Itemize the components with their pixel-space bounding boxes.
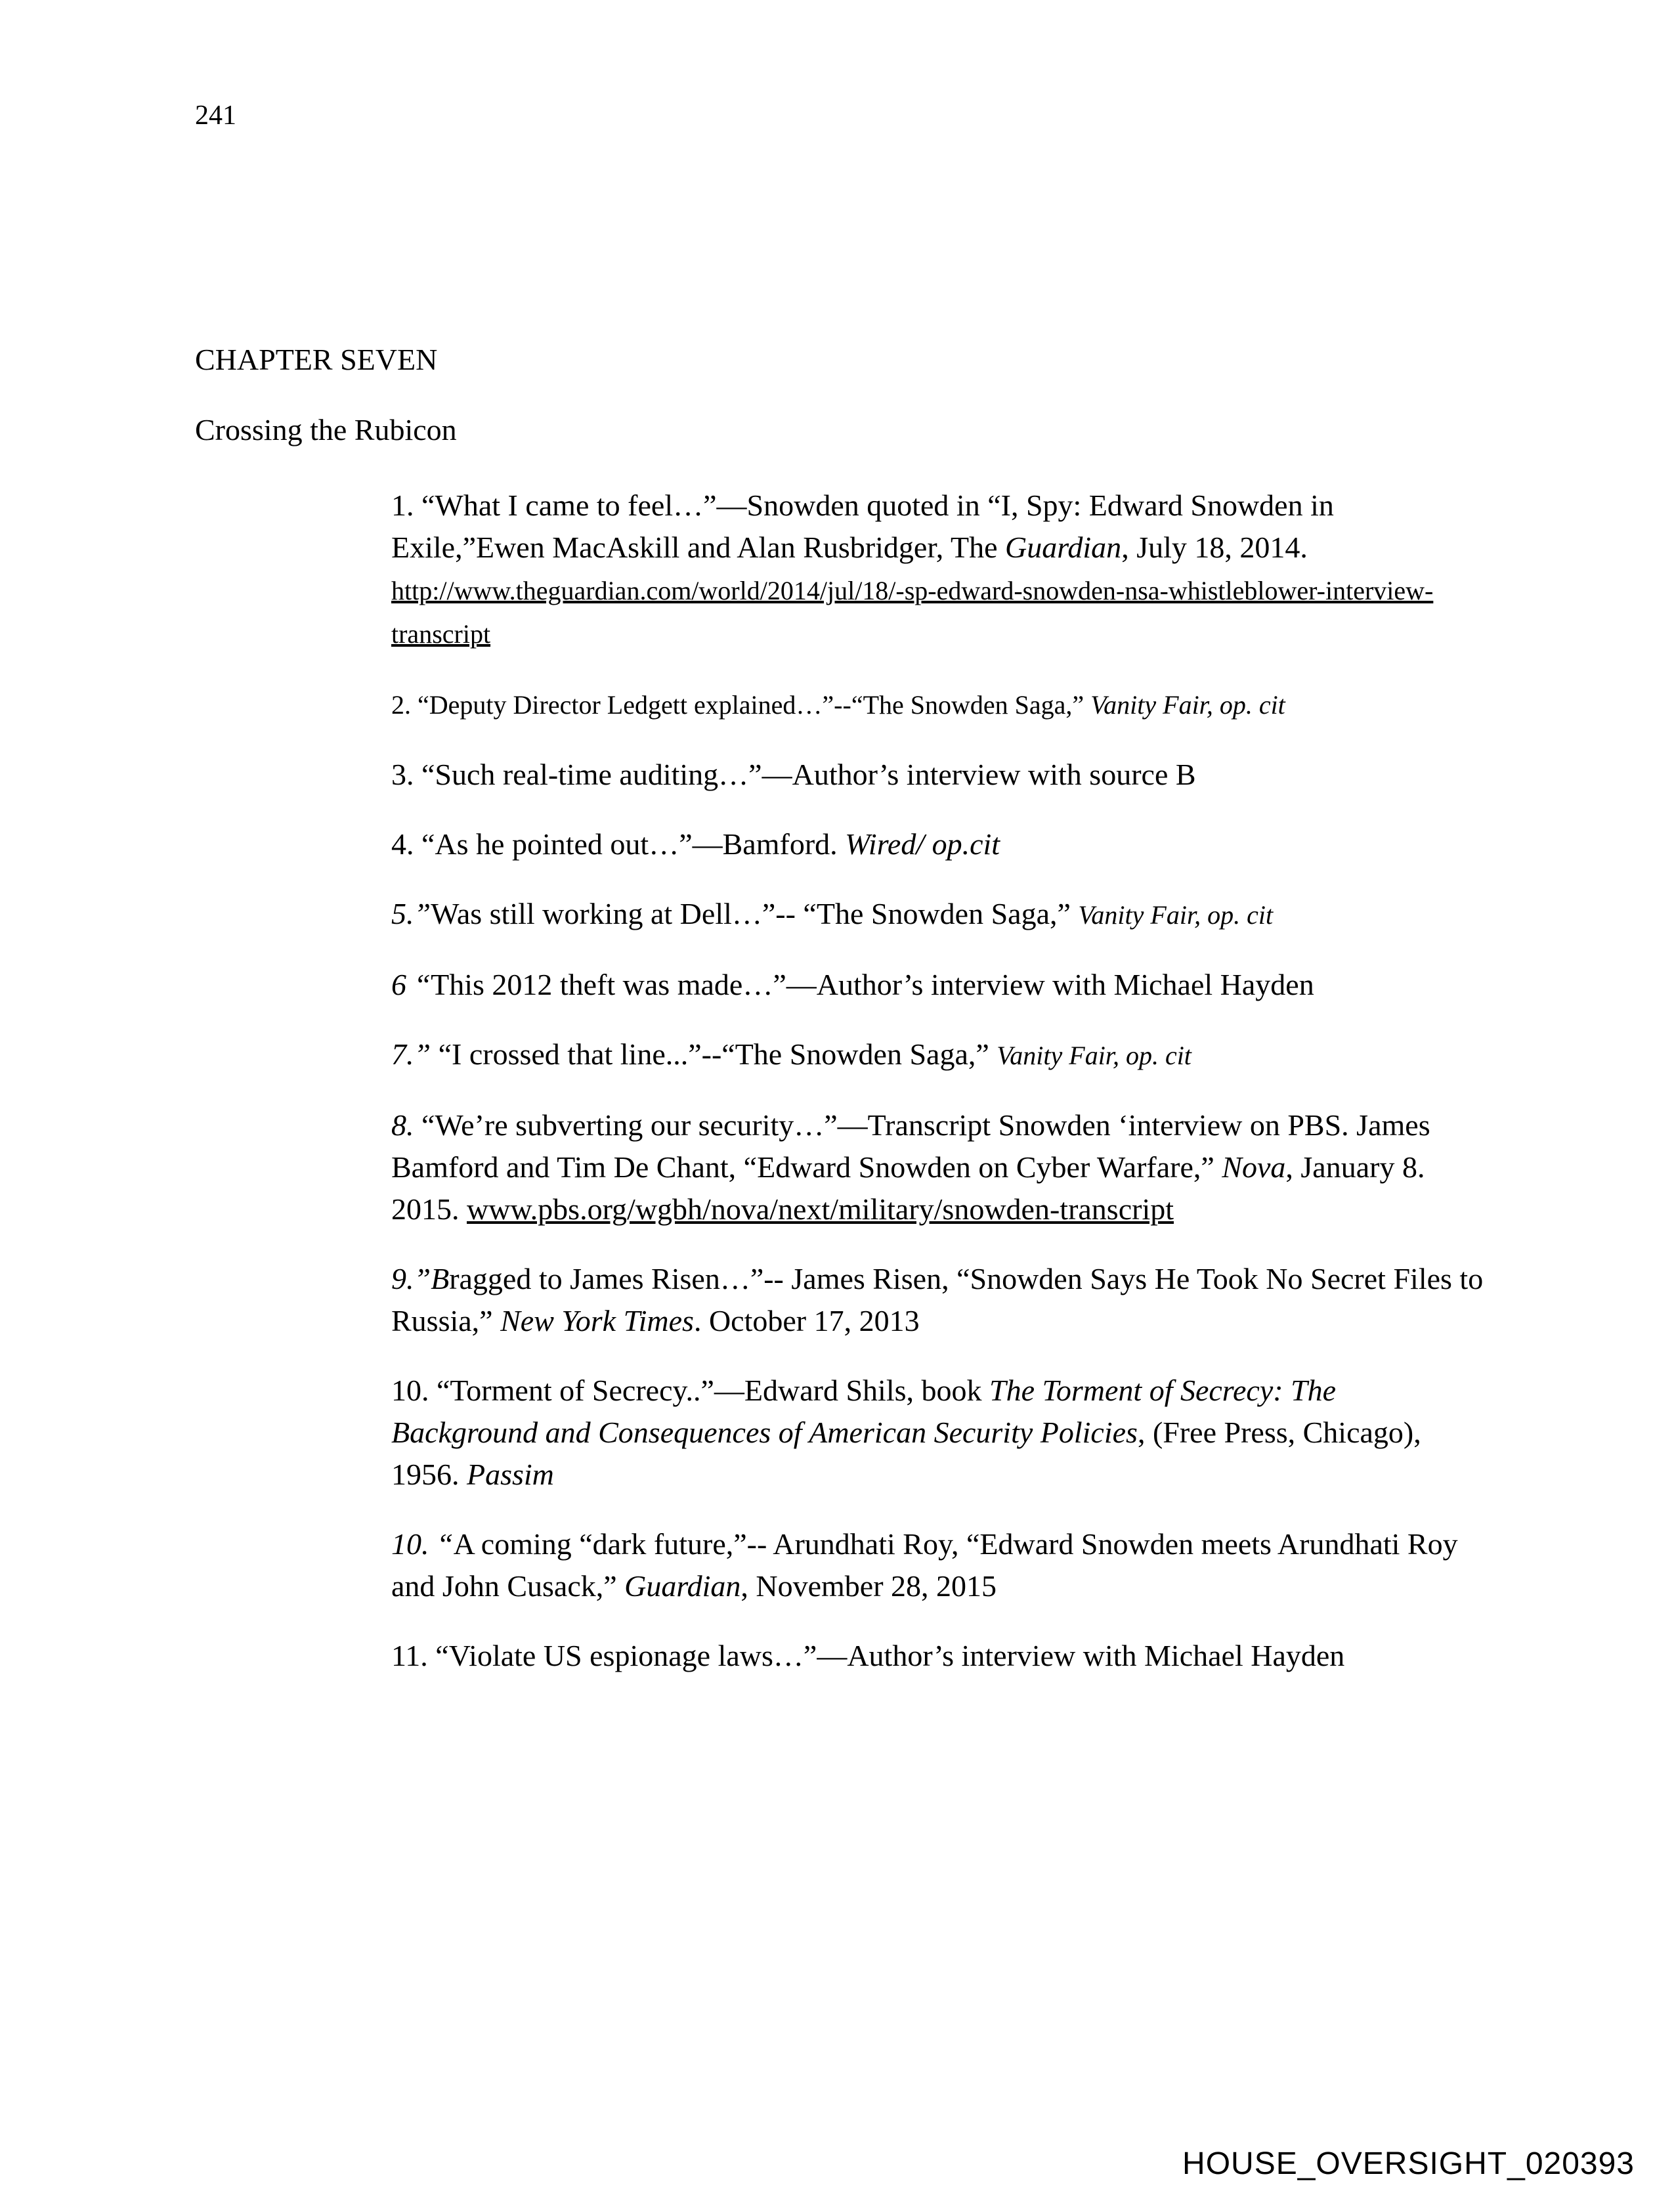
endnote-10-second-number: 10. “ — [391, 1527, 454, 1561]
endnote-10-second-date: , November 28, 2015 — [740, 1569, 997, 1603]
endnote-1-link[interactable]: http://www.theguardian.com/world/2014/jul/18/-sp-edward-snowden-nsa-whistleblower-interview-transcript — [391, 576, 1434, 649]
endnote-8-text: “We’re subverting our security…”—Transcript Snowden ‘interview on PBS. James Bamford and Tim De Chant, “Edward Snowden on Cyber Warfare,” — [391, 1108, 1430, 1184]
endnote-1-publication: Guardian — [1004, 531, 1122, 564]
endnote-10-book-title: The Torment of Secrecy: The Background and Consequences of American Security Policies — [391, 1374, 1337, 1449]
endnote-9-number: 9.”B — [391, 1262, 450, 1295]
endnote-2 — [391, 683, 1488, 726]
endnote-7 — [391, 1033, 1488, 1077]
endnote-1-text: 1. “What I came to feel…”—Snowden quoted in “I, Spy: Edward Snowden in Exile,”Ewen MacAskill and Alan Rusbridger, The — [391, 488, 1334, 564]
endnote-7-number: 7.” — [391, 1037, 431, 1071]
endnote-9-publication: New York Times — [500, 1304, 694, 1337]
endnote-1 — [391, 485, 1488, 655]
endnote-8-link[interactable]: www.pbs.org/wgbh/nova/next/military/snowden-transcript — [467, 1192, 1174, 1226]
endnote-8-date: , January 8. 2015. — [391, 1150, 1425, 1226]
endnote-7-publication: Vanity Fair, op. cit — [997, 1041, 1191, 1070]
endnote-1-date: , July 18, 2014. — [1121, 531, 1308, 564]
page-number: 241 — [195, 100, 236, 131]
endnote-9-text: ragged to James Risen…”-- James Risen, “Snowden Says He Took No Secret Files to Russia,” — [391, 1262, 1484, 1337]
endnotes-list — [391, 485, 1488, 1704]
endnote-7-text: “I crossed that line...”--“The Snowden Saga,” — [431, 1037, 997, 1071]
endnote-2-publication: Vanity Fair, op. cit — [1090, 690, 1285, 720]
endnote-9 — [391, 1258, 1488, 1342]
endnote-3 — [391, 754, 1488, 796]
endnote-8-publication: Nova — [1222, 1150, 1286, 1184]
endnote-10-second — [391, 1523, 1488, 1607]
endnote-10-second-publication: Guardian — [624, 1569, 741, 1603]
endnote-10-publisher: , (Free Press, Chicago), 1956. — [391, 1416, 1421, 1491]
endnote-5 — [391, 893, 1488, 936]
endnote-11 — [391, 1635, 1488, 1677]
endnote-10-passim: Passim — [467, 1458, 554, 1491]
endnote-9-date: . October 17, 2013 — [693, 1304, 920, 1337]
endnote-8-number: 8. — [391, 1108, 414, 1142]
endnote-10-text: 10. “Torment of Secrecy..”—Edward Shils, book — [391, 1374, 990, 1407]
endnote-3-text: 3. “Such real-time auditing…”—Author’s interview with source B — [391, 758, 1196, 791]
endnote-4 — [391, 823, 1488, 865]
endnote-5-text: Was still working at Dell…”-- “The Snowden Saga,” — [431, 897, 1079, 930]
endnote-10 — [391, 1370, 1488, 1496]
endnote-6-number: 6 “ — [391, 968, 431, 1001]
chapter-subtitle: Crossing the Rubicon — [195, 413, 457, 446]
endnote-6 — [391, 964, 1488, 1006]
endnote-10-second-text: A coming “dark future,”-- Arundhati Roy, “Edward Snowden meets Arundhati Roy and John Cusack,” — [391, 1527, 1458, 1603]
endnote-4-text: 4. “As he pointed out…”—Bamford. — [391, 827, 846, 861]
chapter-heading: CHAPTER SEVEN — [195, 343, 438, 376]
endnote-8 — [391, 1104, 1488, 1230]
endnote-4-publication: Wired/ op.cit — [845, 827, 1000, 861]
endnote-2-text: 2. “Deputy Director Ledgett explained…”--“The Snowden Saga,” — [391, 690, 1091, 720]
document-id-stamp: HOUSE_OVERSIGHT_020393 — [1182, 2146, 1635, 2181]
endnote-11-text: 11. “Violate US espionage laws…”—Author’s interview with Michael Hayden — [391, 1639, 1345, 1672]
endnote-6-text: This 2012 theft was made…”—Author’s interview with Michael Hayden — [431, 968, 1314, 1001]
endnote-5-number: 5.” — [391, 897, 431, 930]
endnote-5-publication: Vanity Fair, op. cit — [1078, 900, 1274, 930]
